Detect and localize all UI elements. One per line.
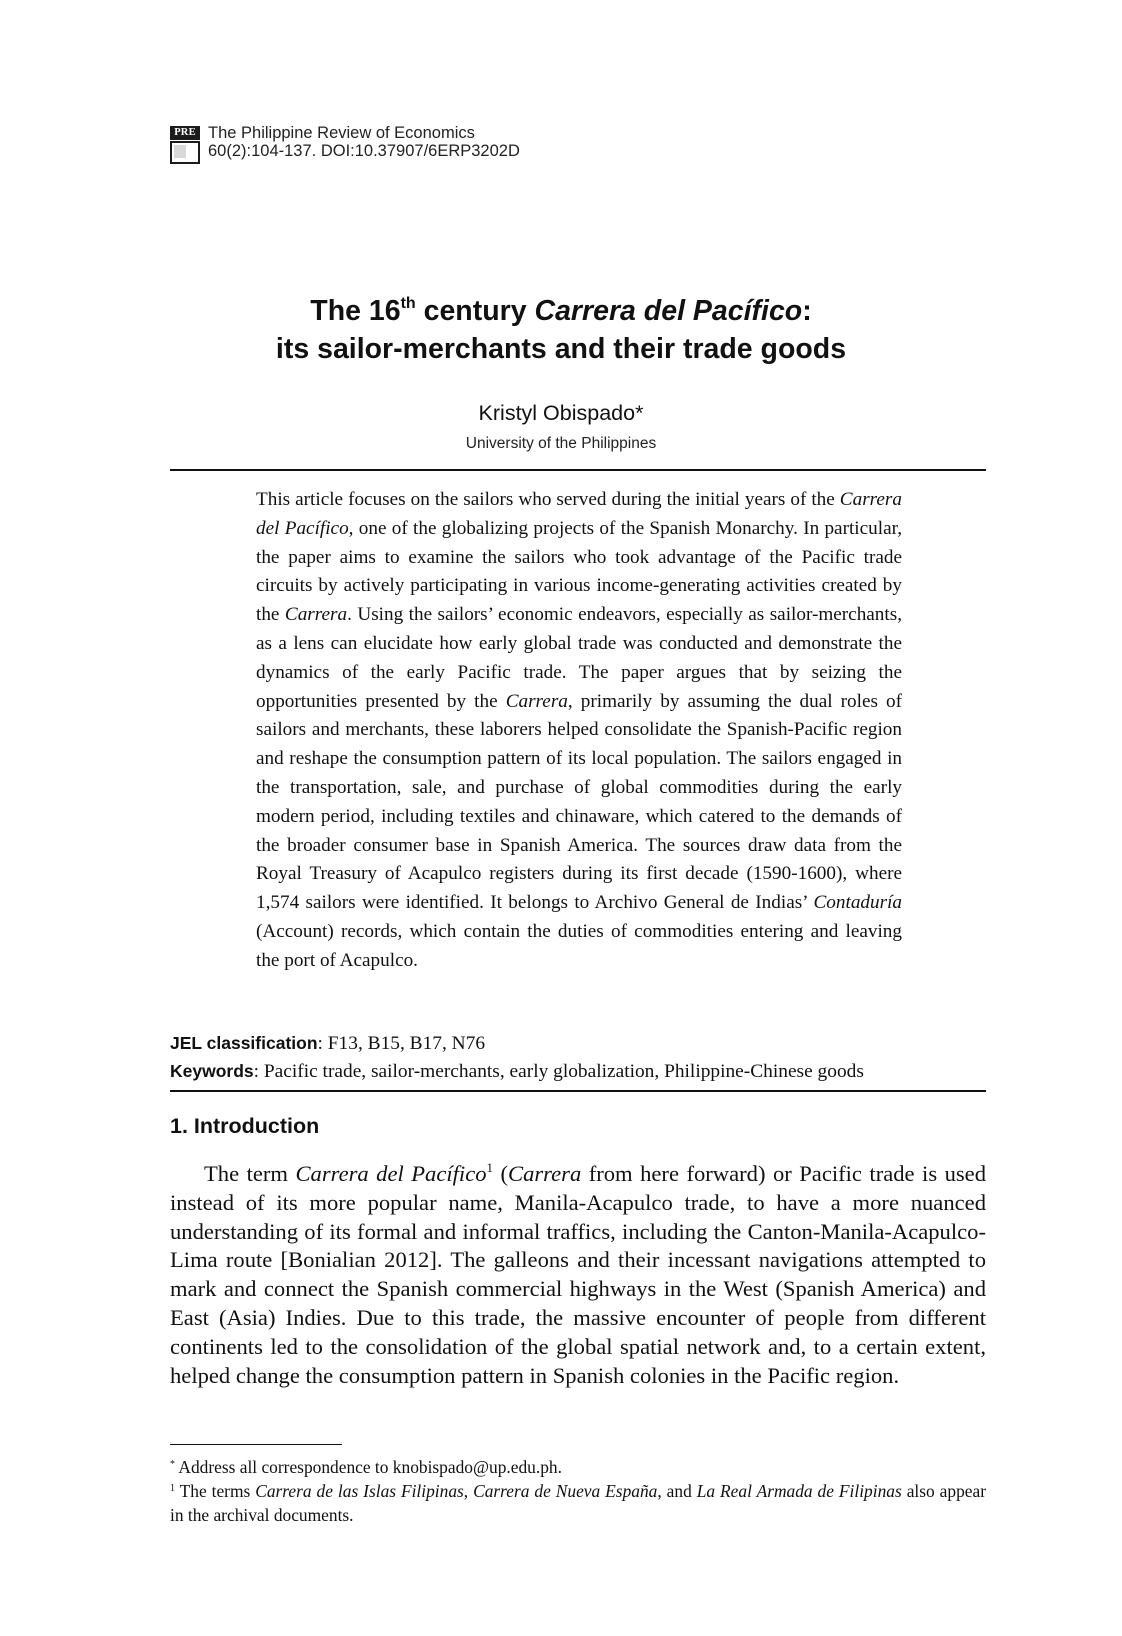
title-line-2: its sailor-merchants and their trade goods [275,333,847,365]
keywords-label: Keywords [170,1060,254,1081]
footnote-italic: Carrera de Nueva España [473,1481,658,1501]
footnote-mark: * [170,1459,175,1470]
footnote-1 [170,1479,986,1527]
title-italic: Carrera del Pacífico [534,295,803,327]
footnote-italic: Carrera de las Islas Filipinas [255,1481,464,1501]
abstract-italic: Carrera [284,604,348,626]
body-italic: Carrera del Pacífico [295,1161,487,1186]
title-text-suffix: : [802,295,812,327]
abstract-italic: Carrera [505,690,568,712]
section-heading: 1. Introduction [170,1114,320,1138]
abstract-italic: Carrera del Pacífico [256,489,902,539]
abstract-italic: Contaduría [813,892,902,914]
footnote-italic: La Real Armada de Filipinas [696,1481,902,1501]
body-text: ( [493,1161,509,1186]
author-affiliation: University of the Philippines [465,435,657,452]
title-line-1 [0,292,1122,330]
body-italic: Carrera [508,1161,582,1186]
paper-title [0,292,1122,368]
body-paragraph [170,1160,986,1390]
footnote-text: , and [657,1481,697,1501]
body-text: The term [204,1161,296,1186]
keywords-value: : Pacific trade, sailor-merchants, early globalization, Philippine-Chinese goods [253,1060,864,1082]
jel-classification [170,1030,986,1058]
footnote-ref[interactable]: 1 [486,1160,494,1175]
journal-citation: 60(2):104-137. DOI:10.37907/6ERP3202D [208,142,520,160]
footnote-divider [170,1444,342,1445]
footnote-text: Address all correspondence to knobispado@up.edu.ph. [175,1457,562,1477]
abstract-text: , primarily by assuming the dual roles of sailors and merchants, these laborers helped consolidate the Spanish-Pacific region and reshape the consumption pattern of its local population. The sailors engaged in the transportation, sale, and purchase of global commodities during the early modern period, including textiles and chinaware, which catered to the demands of the broader consumer base in Spanish America. The sources draw data from the Royal Treasury of Acapulco registers during its first decade (1590-1600), where 1,574 sailors were identified. It belongs to Archivo General de Indias’ [256,690,902,914]
keywords [170,1058,986,1086]
author-name: Kristyl Obispado* [478,401,644,425]
abstract-text: . Using the sailors’ economic endeavors, especially as sailor-merchants, as a lens can elucidate how early global trade was conducted and demonstrate the dynamics of the early Pacific trade. The paper argues that by seizing the opportunities presented by the [256,604,902,712]
classification-block [170,1030,986,1085]
abstract [256,486,902,976]
journal-header [170,124,520,164]
jel-value: : F13, B15, B17, N76 [317,1033,486,1054]
jel-label: JEL classification [170,1033,318,1053]
footnotes [170,1455,986,1527]
footnote-star [170,1455,986,1479]
logo-box-icon [170,141,200,164]
title-text-prefix: The 16 [310,295,401,327]
top-divider [170,469,986,471]
abstract-text: , one of the globalizing projects of the Spanish Monarchy. In particular, the paper aims to examine the sailors who took advantage of the Pacific trade circuits by actively participating in various income-generating activities created by the [256,517,903,626]
journal-logo [170,126,200,164]
bottom-divider [170,1090,986,1092]
title-superscript: th [400,295,416,312]
body-text: from here forward) or Pacific trade is used instead of its more popular name, Manila-Acapulco trade, to have a more nuanced understanding of its formal and informal traffics, including the Canton-Manila-Acapulco-Lima route [Bonialian 2012]. The galleons and their incessant navigations attempted to mark and connect the Spanish commercial highways in the West (Spanish America) and East (Asia) Indies. Due to this trade, the massive encounter of people from different continents led to the consolidation of the global spatial network and, to a certain extent, helped change the consumption pattern in Spanish colonies in the Pacific region. [170,1161,986,1388]
footnote-text: also appear in the archival documents. [170,1481,986,1525]
journal-name: The Philippine Review of Economics [208,124,475,142]
logo-text: PRE [170,126,200,140]
journal-info [208,124,520,160]
title-text-middle: century [415,295,535,327]
footnote-mark: 1 [170,1483,175,1494]
footnote-text: The terms [175,1481,256,1501]
abstract-text: This article focuses on the sailors who served during the initial years of the [256,489,840,510]
footnote-text: , [463,1481,474,1501]
abstract-text: (Account) records, which contain the duties of commodities entering and leaving the port of Acapulco. [256,920,902,971]
